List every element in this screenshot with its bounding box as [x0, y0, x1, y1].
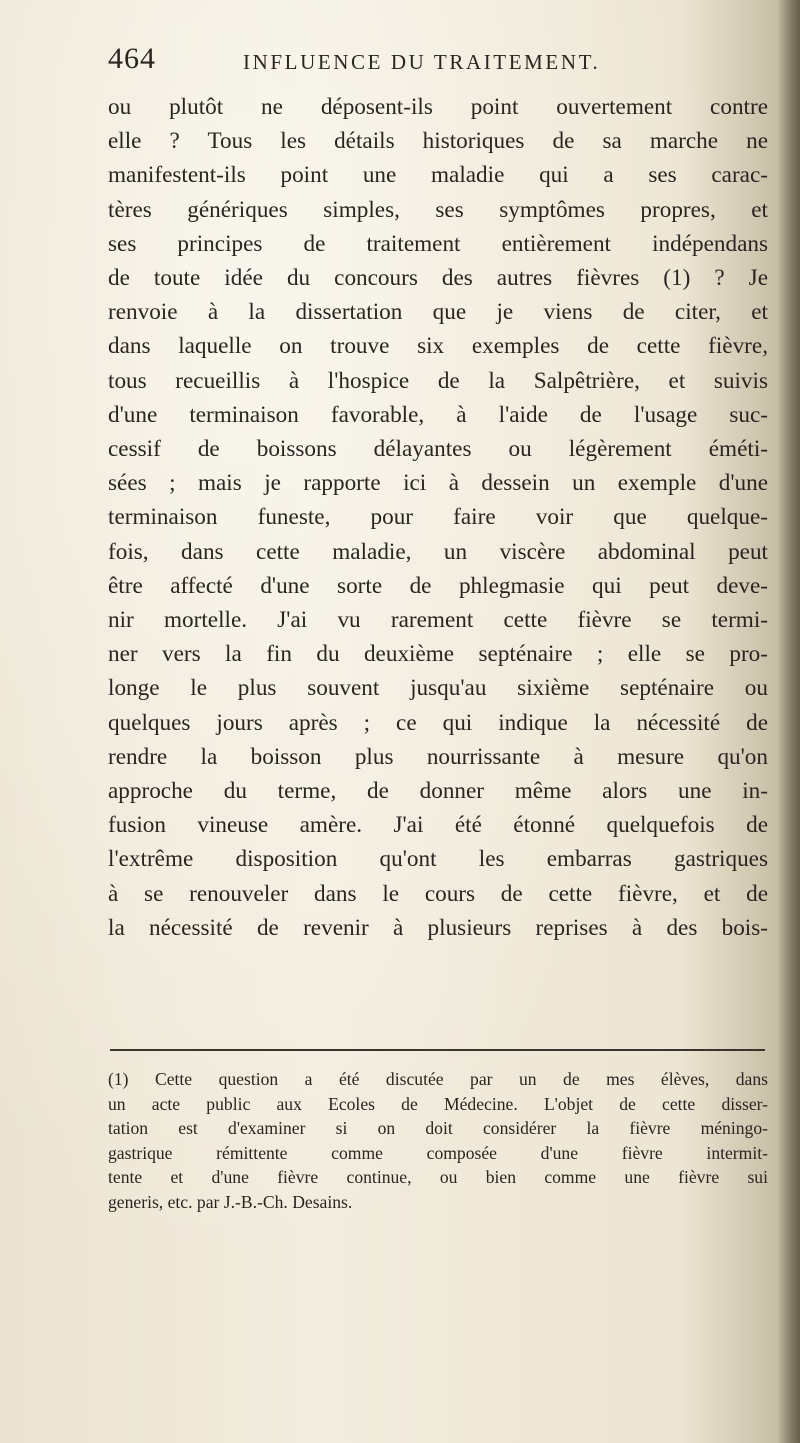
- page-header: [108, 42, 708, 82]
- text-line: de toute idée du concours des autres fièvres (1) ? Je: [108, 265, 768, 292]
- footnote-line: tente et d'une fièvre continue, ou bien comme une fièvre sui: [108, 1167, 768, 1188]
- text-line: longe le plus souvent jusqu'au sixième septénaire ou: [108, 675, 768, 702]
- text-line: fois, dans cette maladie, un viscère abdominal peut: [108, 538, 768, 565]
- main-text: [108, 90, 768, 945]
- text-line: manifestent-ils point une maladie qui a ses carac-: [108, 162, 768, 189]
- text-line: quelques jours après ; ce qui indique la nécessité de: [108, 709, 768, 736]
- text-line: la nécessité de revenir à plusieurs reprises à des bois-: [108, 914, 768, 941]
- text-line: dans laquelle on trouve six exemples de cette fièvre,: [108, 333, 768, 360]
- footnote-line: gastrique rémittente comme composée d'une fièvre intermit-: [108, 1142, 768, 1163]
- text-line: renvoie à la dissertation que je viens de citer, et: [108, 299, 768, 326]
- text-line: fusion vineuse amère. J'ai été étonné quelquefois de: [108, 812, 768, 839]
- footnote-line: generis, etc. par J.-B.-Ch. Desains.: [108, 1191, 353, 1212]
- page-number: 464: [108, 42, 156, 75]
- page-edge-shadow: [778, 0, 800, 1443]
- footnote-line: un acte public aux Ecoles de Médecine. L'objet de cette disser-: [108, 1093, 768, 1114]
- text-line: terminaison funeste, pour faire voir que quelque-: [108, 504, 768, 531]
- text-line: rendre la boisson plus nourrissante à mesure qu'on: [108, 743, 768, 770]
- text-line: nir mortelle. J'ai vu rarement cette fièvre se termi-: [108, 607, 768, 634]
- text-line: sées ; mais je rapporte ici à dessein un exemple d'une: [108, 470, 768, 497]
- footnote-line: (1) Cette question a été discutée par un de mes élèves, dans: [108, 1069, 768, 1089]
- text-line: être affecté d'une sorte de phlegmasie qui peut deve-: [108, 572, 768, 599]
- text-line: ses principes de traitement entièrement indépendans: [108, 230, 768, 257]
- text-line: l'extrême disposition qu'ont les embarras gastriques: [108, 846, 768, 873]
- text-line: tous recueillis à l'hospice de la Salpêtrière, et suivis: [108, 367, 768, 394]
- text-line: à se renouveler dans le cours de cette fièvre, et de: [108, 880, 768, 907]
- footnote-rule: [110, 1049, 765, 1051]
- text-line: d'une terminaison favorable, à l'aide de l'usage suc-: [108, 401, 768, 428]
- text-line: ou plutôt ne déposent-ils point ouvertement contre: [108, 94, 768, 120]
- text-line: ner vers la fin du deuxième septénaire ; elle se pro-: [108, 641, 768, 668]
- running-head: INFLUENCE DU TRAITEMENT.: [243, 50, 601, 74]
- text-line: approche du terme, de donner même alors une in-: [108, 778, 768, 805]
- text-line: elle ? Tous les détails historiques de sa marche ne: [108, 128, 768, 155]
- text-line: cessif de boissons délayantes ou légèrement éméti-: [108, 436, 768, 463]
- text-line: tères génériques simples, ses symptômes propres, et: [108, 196, 768, 223]
- footnote-line: tation est d'examiner si on doit considérer la fièvre méningo-: [108, 1118, 768, 1139]
- footnote: [108, 1067, 768, 1215]
